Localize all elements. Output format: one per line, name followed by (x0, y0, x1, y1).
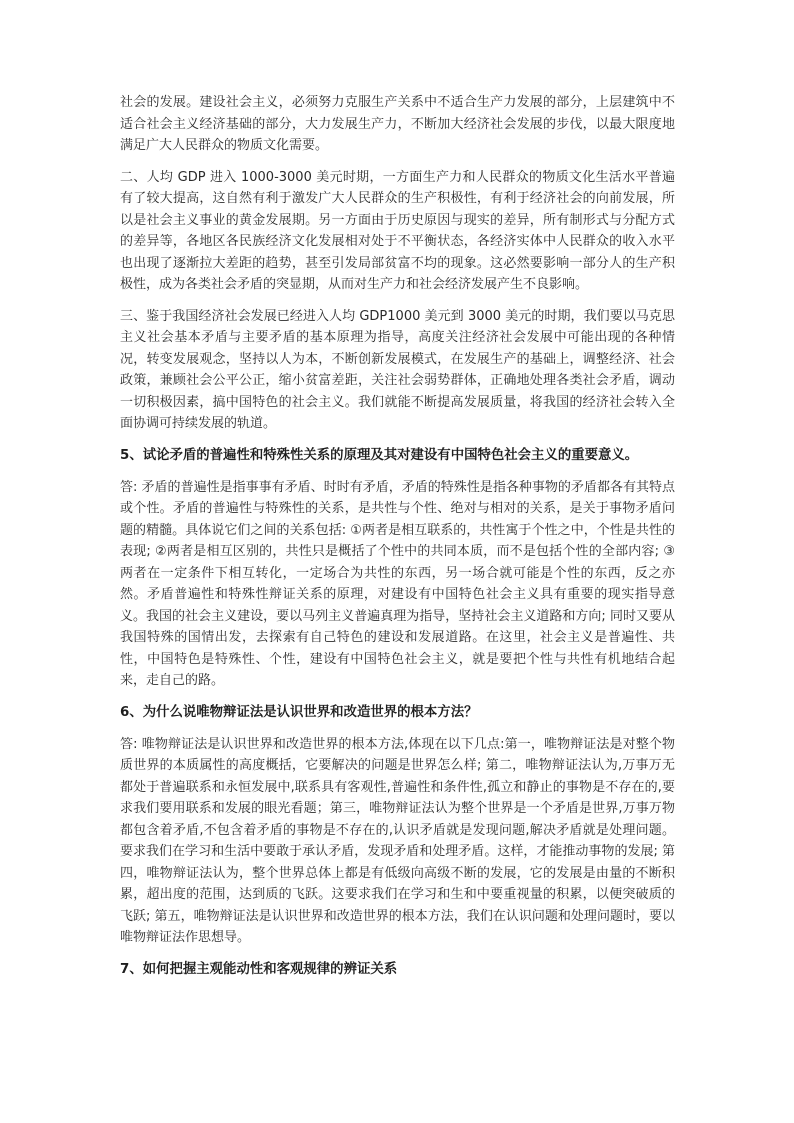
paragraph-social-development: 社会的发展。建设社会主义，必须努力克服生产关系中不适合生产力发展的部分，上层建筑中不适合社会主义经济基础的部分，大力发展生产力，不断加大经济社会发展的步伐，以最大限度地满足广大人民群众的物质文化需要。 (120, 95, 675, 153)
answer-5-paragraph: 答: 矛盾的普遍性是指事事有矛盾、时时有矛盾，矛盾的特殊性是指各种事物的矛盾都各有其特点或个性。矛盾的普遍性与特殊性的关系，是共性与个性、绝对与相对的关系，是关于事物矛盾问题的精髓。具体说它们之间的关系包括: ①两者是相互联系的，共性寓于个性之中，个性是共性的表现; ②两者是相互区别的，共性只是概括了个性中的共同本质，而不是包括个性的全部内容; ③两者在一定条件下相互转化，一定场合为共性的东西，另一场合就可能是个性的东西，反之亦然。矛盾普遍性和特殊性辩证关系的原理，对建设有中国特色社会主义具有重要的现实指导意义。我国的社会主义建设，要以马列主义普遍真理为指导，坚持社会主义道路和方向; 同时又要从我国特殊的国情出发，去探索有自己特色的建设和发展道路。在这里，社会主义是普遍性、共性，中国特色是特殊性、个性，建设有中国特色社会主义，就是要把个性与共性有机地结合起来，走自己的路。 (120, 479, 675, 688)
question-7-heading: 7、如何把握主观能动性和客观规律的辨证关系 (120, 961, 398, 977)
paragraph-gdp-policy: 三、鉴于我国经济社会发展已经进入人均 GDP1000 美元到 3000 美元的时期，我们要以马克思主义社会基本矛盾与主要矛盾的基本原理为指导，高度关注经济社会发展中可能出现的各种情况，转变发展观念，坚持以人为本，不断创新发展模式，在发展生产的基础上，调整经济、社会政策，兼顾社会公平公正，缩小贫富差距，关注社会弱势群体，正确地处理各类社会矛盾，调动一切积极因素，搞中国特色的社会主义。我们就能不断提高发展质量，将我国的经济社会转入全面协调可持续发展的轨道。 (120, 308, 675, 431)
question-6-heading: 6、为什么说唯物辩证法是认识世界和改造世界的根本方法？ (120, 704, 478, 720)
paragraph-gdp-period: 二、人均 GDP 进入 1000-3000 美元时期，一方面生产力和人民群众的物质文化生活水平普遍有了较大提高，这自然有利于激发广大人民群众的生产积极性，有利于经济社会的向前发展，所以是社会主义事业的黄金发展期。另一方面由于历史原因与现实的差异，所有制形式与分配方式的差异等，各地区各民族经济文化发展相对处于不平衡状态，各经济实体中人民群众的收入水平也出现了逐渐拉大差距的趋势，甚至引发局部贫富不均的现象。这必然要影响一部分人的生产积极性，成为各类社会矛盾的突显期，从而对生产力和社会经济发展产生不良影响。 (120, 169, 675, 292)
question-5-heading: 5、试论矛盾的普遍性和特殊性关系的原理及其对建设有中国特色社会主义的重要意义。 (120, 447, 639, 463)
document-page (120, 92, 675, 991)
answer-6-paragraph: 答: 唯物辩证法是认识世界和改造世界的根本方法,体现在以下几点:第一，唯物辩证法是对整个物质世界的本质属性的高度概括，它要解决的问题是世界怎么样; 第二，唯物辩证法认为,万事万无都处于普遍联系和永恒发展中,联系具有客观性,普遍性和条件性,孤立和静止的事物是不存在的,要求我们要用联系和发展的眼光看题；第三，唯物辩证法认为整个世界是一个矛盾是世界,万事万物都包含着矛盾,不包含着矛盾的事物是不存在的,认识矛盾就是发现问题,解决矛盾就是处理问题。要求我们在学习和生活中要敢于承认矛盾，发现矛盾和处理矛盾。这样，才能推动事物的发展; 第四，唯物辩证法认为，整个世界总体上都是有低级向高级不断的发展，它的发展是由量的不断积累，超出度的范围，达到质的飞跃。这要求我们在学习和生和中要重视量的积累，以便突破质的飞跃; 第五，唯物辩证法是认识世界和改造世界的根本方法，我们在认识问题和处理问题时，要以唯物辩证法作思想导。 (120, 736, 675, 945)
